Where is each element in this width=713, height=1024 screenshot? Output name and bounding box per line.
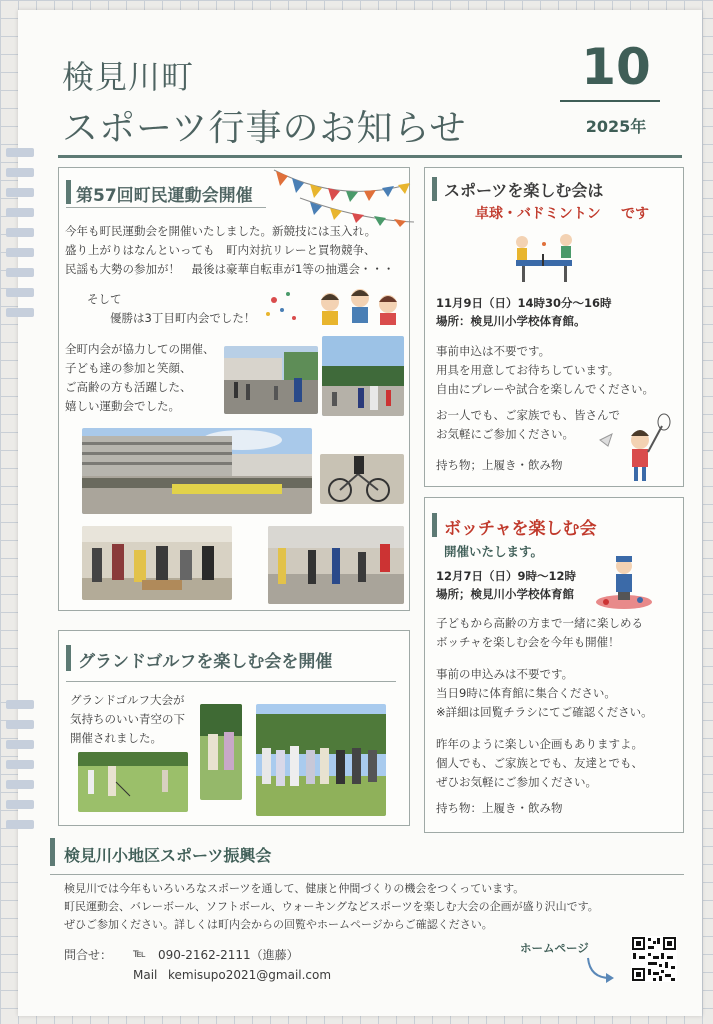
tel-label: ℡ — [133, 946, 146, 960]
binder-mark — [6, 820, 34, 829]
undokai-photo — [268, 526, 404, 604]
golf-photo — [256, 704, 386, 816]
golf-photo — [200, 704, 242, 800]
undokai-photo — [322, 336, 404, 416]
qr-code-icon[interactable] — [631, 936, 677, 982]
binder-mark — [6, 268, 34, 277]
sports-fun-text2: お一人でも、ご家族でも、皆さんで お気軽にご参加ください。 — [436, 408, 620, 441]
golf-heading: グランドゴルフを楽しむ会を開催 — [78, 652, 333, 672]
undokai-winner: そして 優勝は3丁目町内会でした！ — [87, 292, 256, 325]
header-rule — [58, 155, 682, 158]
binder-mark — [6, 780, 34, 789]
heading-bar — [50, 838, 55, 866]
boccia-text1: 子どもから高齢の方まで一緒に楽しめる ボッチャを楽しむ会を今年も開催！ — [436, 616, 643, 649]
sports-fun-heading: スポーツを楽しむ会は — [444, 181, 604, 200]
boccia-player-illustration — [594, 552, 656, 612]
month-divider — [560, 100, 660, 102]
golf-text: グランドゴルフ大会が 気持ちのいい青空の下 開催されました。 — [70, 693, 185, 745]
sports-fun-datetime: 11月9日（日）14時30分～16時 — [436, 296, 612, 310]
heading-bar — [66, 180, 71, 204]
binder-mark — [6, 760, 34, 769]
sports-fun-subheading-suffix: です — [621, 206, 649, 222]
heading-underline — [66, 681, 396, 682]
binder-mark — [6, 720, 34, 729]
contact-mail[interactable]: kemisupo2021@gmail.com — [168, 968, 332, 982]
boccia-text3: 昨年のように楽しい企画もありますよ。 個人でも、ご家族とでも、友達とでも、 ぜひお気軽にご参加ください。 — [436, 737, 643, 789]
badminton-illustration — [590, 412, 672, 486]
month-number: 10 — [581, 38, 651, 96]
binder-mark — [6, 288, 34, 297]
sports-fun-belongings: 持ち物；上履き・飲み物 — [436, 458, 563, 472]
boccia-text2: 事前の申込みは不要です。 当日9時に体育館に集合ください。 ※詳細は回覧チラシにてご確認ください。 — [436, 667, 653, 719]
undokai-photo — [224, 346, 318, 414]
sports-fun-place: 場所：検見川小学校体育館。 — [436, 314, 586, 328]
undokai-heading: 第57回町民運動会開催 — [76, 186, 253, 206]
association-heading: 検見川小地区スポーツ振興会 — [64, 846, 272, 865]
mail-label: Mail — [133, 968, 158, 982]
association-text: 検見川では今年もいろいろなスポーツを通して、健康と仲間づくりの機会をつくっています。 町民運動会、バレーボール、ソフトボール、ウォーキングなどスポーツを楽しむ大会の企画が盛り沢山です。 ぜひご参加ください。詳しくは町内会からの回覧やホームページからご確認ください。 — [64, 882, 599, 931]
binder-mark — [6, 800, 34, 809]
town-name: 検見川町 — [62, 58, 195, 96]
heading-bar — [66, 645, 71, 671]
boccia-datetime: 12月7日（日）9時～12時 — [436, 569, 577, 583]
sports-fun-subheading: 卓球・バドミントン — [475, 206, 601, 222]
binder-mark — [6, 740, 34, 749]
homepage-label[interactable]: ホームページ — [520, 941, 589, 955]
sports-fun-text1: 事前申込は不要です。 用具を用意してお待ちしています。 自由にプレーや試合を楽しんでください。 — [436, 344, 655, 396]
undokai-photo — [82, 526, 232, 600]
boccia-heading: ボッチャを楽しむ会 — [444, 519, 597, 539]
boccia-place: 場所；検見川小学校体育館 — [436, 587, 574, 601]
binder-mark — [6, 248, 34, 257]
undokai-photo — [320, 454, 404, 504]
undokai-photo — [82, 428, 312, 514]
heading-bar — [432, 177, 437, 201]
arrow-icon — [584, 956, 616, 984]
binder-mark — [6, 208, 34, 217]
bunting-decoration — [270, 164, 418, 228]
undokai-summary: 全町内会が協力しての開催、 子ども達の参加と笑顔、 ご高齢の方も活躍した、 嬉しい運動会でした。 — [65, 342, 215, 413]
boccia-belongings: 持ち物：上履き・飲み物 — [436, 801, 563, 815]
undokai-intro: 今年も町民運動会を開催いたしました。新競技には玉入れ。 盛り上がりはなんといっても 町内対抗リレーと買物競争、 民謡も大勢の参加が！ 最後は豪華自転車が1等の抽選会・・・ — [65, 224, 395, 276]
binder-mark — [6, 168, 34, 177]
page-title: スポーツ行事のお知らせ — [62, 108, 467, 149]
binder-mark — [6, 308, 34, 317]
heading-underline — [50, 874, 684, 875]
boccia-subheading: 開催いたします。 — [444, 544, 544, 559]
binder-mark — [6, 228, 34, 237]
table-tennis-illustration — [508, 232, 580, 284]
year-label: 2025年 — [585, 117, 647, 136]
heading-bar — [432, 513, 437, 537]
kids-cheering-illustration — [258, 280, 408, 328]
golf-photo — [78, 752, 188, 812]
binder-mark — [6, 700, 34, 709]
binder-mark — [6, 148, 34, 157]
contact-tel: 090-2162-2111（進藤） — [158, 948, 299, 962]
contact-label: 問合せ： — [64, 948, 113, 962]
heading-underline — [66, 207, 266, 208]
binder-mark — [6, 188, 34, 197]
